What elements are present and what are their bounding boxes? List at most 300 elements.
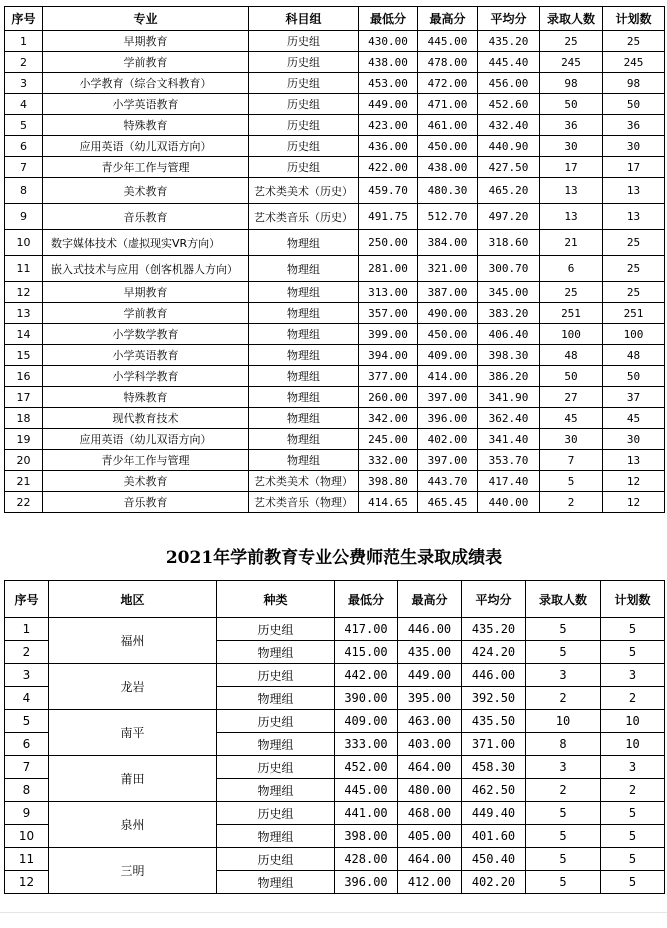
cell-min-score: 332.00 [359,450,418,471]
cell-plan: 30 [603,429,665,450]
cell-plan: 25 [603,31,665,52]
header-category: 种类 [217,581,335,618]
cell-major: 嵌入式技术与应用（创客机器人方向） [43,256,249,282]
cell-min-score: 399.00 [359,324,418,345]
cell-region: 泉州 [49,802,217,848]
header-admitted: 录取人数 [526,581,601,618]
cell-plan: 25 [603,256,665,282]
cell-admitted: 5 [540,471,603,492]
cell-max-score: 384.00 [418,230,478,256]
cell-admitted: 45 [540,408,603,429]
cell-index: 7 [5,756,49,779]
cell-index: 3 [5,73,43,94]
cell-index: 1 [5,31,43,52]
cell-min-score: 281.00 [359,256,418,282]
cell-avg-score: 450.40 [462,848,526,871]
cell-admitted: 5 [526,825,601,848]
cell-subject-group: 物理组 [249,345,359,366]
cell-plan: 5 [601,802,665,825]
cell-major: 音乐教育 [43,492,249,513]
cell-avg-score: 341.40 [478,429,540,450]
table-row [5,73,665,94]
cell-max-score: 464.00 [398,848,462,871]
cell-major: 美术教育 [43,178,249,204]
table-header-row [5,7,665,31]
cell-plan: 25 [603,230,665,256]
cell-subject-group: 艺术类美术（物理） [249,471,359,492]
cell-plan: 13 [603,204,665,230]
cell-category: 物理组 [217,779,335,802]
cell-plan: 50 [603,366,665,387]
cell-admitted: 2 [526,687,601,710]
cell-min-score: 422.00 [359,157,418,178]
cell-plan: 48 [603,345,665,366]
cell-subject-group: 历史组 [249,73,359,94]
header-max-score: 最高分 [418,7,478,31]
cell-plan: 17 [603,157,665,178]
admission-table-regions [4,580,665,894]
cell-avg-score: 446.00 [462,664,526,687]
cell-max-score: 321.00 [418,256,478,282]
cell-plan: 30 [603,136,665,157]
cell-min-score: 445.00 [335,779,398,802]
cell-avg-score: 353.70 [478,450,540,471]
cell-subject-group: 历史组 [249,52,359,73]
table-row [5,115,665,136]
cell-max-score: 445.00 [418,31,478,52]
cell-category: 历史组 [217,802,335,825]
cell-category: 物理组 [217,733,335,756]
cell-plan: 45 [603,408,665,429]
cell-plan: 12 [603,471,665,492]
cell-avg-score: 383.20 [478,303,540,324]
cell-major: 小学英语教育 [43,94,249,115]
cell-max-score: 412.00 [398,871,462,894]
cell-plan: 5 [601,848,665,871]
table-row [5,408,665,429]
header-index: 序号 [5,581,49,618]
cell-admitted: 36 [540,115,603,136]
cell-min-score: 398.80 [359,471,418,492]
cell-plan: 36 [603,115,665,136]
table-row [5,136,665,157]
cell-avg-score: 435.20 [462,618,526,641]
cell-avg-score: 452.60 [478,94,540,115]
cell-subject-group: 历史组 [249,136,359,157]
cell-category: 历史组 [217,618,335,641]
cell-max-score: 480.30 [418,178,478,204]
cell-index: 18 [5,408,43,429]
cell-major: 音乐教育 [43,204,249,230]
cell-max-score: 450.00 [418,324,478,345]
cell-region: 三明 [49,848,217,894]
cell-major: 特殊教育 [43,387,249,408]
cell-admitted: 100 [540,324,603,345]
cell-admitted: 5 [526,802,601,825]
cell-admitted: 6 [540,256,603,282]
cell-index: 11 [5,848,49,871]
cell-index: 6 [5,136,43,157]
cell-avg-score: 398.30 [478,345,540,366]
cell-admitted: 5 [526,618,601,641]
table-row [5,52,665,73]
cell-category: 物理组 [217,641,335,664]
table-row [5,450,665,471]
table-row [5,204,665,230]
cell-major: 早期教育 [43,31,249,52]
cell-major: 学前教育 [43,303,249,324]
cell-min-score: 438.00 [359,52,418,73]
cell-index: 22 [5,492,43,513]
table-row [5,303,665,324]
cell-min-score: 390.00 [335,687,398,710]
cell-region: 南平 [49,710,217,756]
cell-plan: 98 [603,73,665,94]
table-row [5,31,665,52]
cell-avg-score: 401.60 [462,825,526,848]
cell-min-score: 250.00 [359,230,418,256]
cell-max-score: 490.00 [418,303,478,324]
cell-avg-score: 392.50 [462,687,526,710]
cell-plan: 5 [601,641,665,664]
cell-max-score: 402.00 [418,429,478,450]
cell-subject-group: 物理组 [249,366,359,387]
cell-index: 3 [5,664,49,687]
cell-major: 早期教育 [43,282,249,303]
cell-index: 4 [5,94,43,115]
cell-avg-score: 318.60 [478,230,540,256]
table-row [5,345,665,366]
cell-avg-score: 440.00 [478,492,540,513]
cell-admitted: 30 [540,136,603,157]
table-row [5,664,665,687]
table-row [5,802,665,825]
cell-major: 学前教育 [43,52,249,73]
cell-major: 青少年工作与管理 [43,157,249,178]
cell-index: 12 [5,871,49,894]
cell-avg-score: 402.20 [462,871,526,894]
cell-admitted: 50 [540,94,603,115]
cell-admitted: 50 [540,366,603,387]
cell-min-score: 245.00 [359,429,418,450]
cell-plan: 5 [601,618,665,641]
cell-max-score: 468.00 [398,802,462,825]
cell-min-score: 442.00 [335,664,398,687]
cell-index: 8 [5,779,49,802]
cell-index: 10 [5,825,49,848]
cell-subject-group: 历史组 [249,115,359,136]
cell-max-score: 449.00 [398,664,462,687]
cell-max-score: 480.00 [398,779,462,802]
cell-avg-score: 462.50 [462,779,526,802]
cell-admitted: 2 [526,779,601,802]
cell-max-score: 461.00 [418,115,478,136]
cell-index: 9 [5,204,43,230]
cell-admitted: 25 [540,31,603,52]
table-row [5,848,665,871]
cell-admitted: 3 [526,756,601,779]
cell-avg-score: 458.30 [462,756,526,779]
table-row [5,429,665,450]
cell-category: 物理组 [217,825,335,848]
cell-avg-score: 345.00 [478,282,540,303]
cell-min-score: 342.00 [359,408,418,429]
cell-avg-score: 386.20 [478,366,540,387]
cell-admitted: 21 [540,230,603,256]
cell-max-score: 463.00 [398,710,462,733]
cell-index: 4 [5,687,49,710]
cell-region: 莆田 [49,756,217,802]
header-min-score: 最低分 [335,581,398,618]
cell-index: 6 [5,733,49,756]
cell-max-score: 387.00 [418,282,478,303]
cell-index: 5 [5,710,49,733]
cell-max-score: 403.00 [398,733,462,756]
cell-avg-score: 371.00 [462,733,526,756]
cell-max-score: 478.00 [418,52,478,73]
cell-major: 青少年工作与管理 [43,450,249,471]
cell-min-score: 396.00 [335,871,398,894]
cell-major: 小学科学教育 [43,366,249,387]
cell-major: 小学英语教育 [43,345,249,366]
cell-category: 历史组 [217,710,335,733]
cell-min-score: 453.00 [359,73,418,94]
cell-min-score: 428.00 [335,848,398,871]
cell-min-score: 459.70 [359,178,418,204]
cell-plan: 13 [603,178,665,204]
cell-index: 12 [5,282,43,303]
cell-subject-group: 艺术类音乐（历史） [249,204,359,230]
header-plan: 计划数 [603,7,665,31]
cell-admitted: 2 [540,492,603,513]
cell-plan: 37 [603,387,665,408]
cell-min-score: 415.00 [335,641,398,664]
cell-avg-score: 362.40 [478,408,540,429]
header-min-score: 最低分 [359,7,418,31]
cell-max-score: 450.00 [418,136,478,157]
cell-subject-group: 物理组 [249,230,359,256]
cell-index: 1 [5,618,49,641]
cell-admitted: 27 [540,387,603,408]
cell-max-score: 396.00 [418,408,478,429]
cell-min-score: 260.00 [359,387,418,408]
cell-major: 小学数学教育 [43,324,249,345]
cell-index: 14 [5,324,43,345]
header-max-score: 最高分 [398,581,462,618]
cell-category: 历史组 [217,848,335,871]
cell-admitted: 7 [540,450,603,471]
cell-subject-group: 物理组 [249,282,359,303]
cell-avg-score: 300.70 [478,256,540,282]
cell-plan: 13 [603,450,665,471]
cell-plan: 12 [603,492,665,513]
cell-min-score: 441.00 [335,802,398,825]
cell-min-score: 436.00 [359,136,418,157]
cell-index: 21 [5,471,43,492]
table-row [5,492,665,513]
header-index: 序号 [5,7,43,31]
cell-major: 小学教育（综合文科教育） [43,73,249,94]
cell-max-score: 405.00 [398,825,462,848]
cell-max-score: 438.00 [418,157,478,178]
cell-index: 2 [5,52,43,73]
cell-admitted: 30 [540,429,603,450]
cell-min-score: 417.00 [335,618,398,641]
table-row [5,710,665,733]
cell-subject-group: 物理组 [249,324,359,345]
cell-max-score: 464.00 [398,756,462,779]
cell-admitted: 13 [540,178,603,204]
cell-admitted: 13 [540,204,603,230]
cell-avg-score: 432.40 [478,115,540,136]
cell-plan: 10 [601,710,665,733]
cell-plan: 25 [603,282,665,303]
cell-index: 15 [5,345,43,366]
cell-min-score: 452.00 [335,756,398,779]
cell-subject-group: 物理组 [249,303,359,324]
cell-min-score: 333.00 [335,733,398,756]
cell-max-score: 443.70 [418,471,478,492]
cell-subject-group: 物理组 [249,429,359,450]
cell-admitted: 8 [526,733,601,756]
cell-avg-score: 456.00 [478,73,540,94]
cell-avg-score: 424.20 [462,641,526,664]
header-region: 地区 [49,581,217,618]
cell-subject-group: 艺术类音乐（物理） [249,492,359,513]
cell-max-score: 395.00 [398,687,462,710]
cell-avg-score: 497.20 [478,204,540,230]
table2-title: 2021年学前教育专业公费师范生录取成绩表 [165,548,503,568]
cell-plan: 251 [603,303,665,324]
cell-index: 7 [5,157,43,178]
cell-index: 13 [5,303,43,324]
cell-max-score: 471.00 [418,94,478,115]
cell-index: 8 [5,178,43,204]
table-row [5,230,665,256]
cell-plan: 245 [603,52,665,73]
cell-major: 特殊教育 [43,115,249,136]
cell-plan: 5 [601,825,665,848]
cell-max-score: 397.00 [418,387,478,408]
cell-index: 5 [5,115,43,136]
cell-plan: 3 [601,756,665,779]
table-row [5,366,665,387]
cell-avg-score: 465.20 [478,178,540,204]
cell-admitted: 98 [540,73,603,94]
cell-min-score: 414.65 [359,492,418,513]
cell-index: 11 [5,256,43,282]
cell-category: 物理组 [217,871,335,894]
cell-index: 2 [5,641,49,664]
admission-table-majors [4,6,665,513]
cell-major: 应用英语（幼儿双语方向） [43,136,249,157]
cell-min-score: 409.00 [335,710,398,733]
cell-min-score: 398.00 [335,825,398,848]
cell-plan: 50 [603,94,665,115]
cell-admitted: 251 [540,303,603,324]
table-row [5,387,665,408]
cell-admitted: 5 [526,848,601,871]
cell-index: 20 [5,450,43,471]
cell-subject-group: 物理组 [249,387,359,408]
cell-admitted: 25 [540,282,603,303]
cell-admitted: 245 [540,52,603,73]
cell-subject-group: 历史组 [249,31,359,52]
cell-category: 物理组 [217,687,335,710]
cell-min-score: 449.00 [359,94,418,115]
cell-min-score: 357.00 [359,303,418,324]
cell-admitted: 3 [526,664,601,687]
table-row [5,471,665,492]
cell-subject-group: 历史组 [249,94,359,115]
page-divider [0,912,667,913]
cell-subject-group: 历史组 [249,157,359,178]
cell-max-score: 409.00 [418,345,478,366]
cell-avg-score: 435.20 [478,31,540,52]
cell-plan: 2 [601,779,665,802]
cell-min-score: 313.00 [359,282,418,303]
cell-index: 19 [5,429,43,450]
cell-admitted: 10 [526,710,601,733]
cell-major: 数字媒体技术（虚拟现实VR方向） [43,230,249,256]
table-row [5,94,665,115]
cell-max-score: 414.00 [418,366,478,387]
cell-avg-score: 435.50 [462,710,526,733]
cell-max-score: 512.70 [418,204,478,230]
cell-admitted: 48 [540,345,603,366]
cell-min-score: 377.00 [359,366,418,387]
cell-avg-score: 445.40 [478,52,540,73]
cell-avg-score: 341.90 [478,387,540,408]
header-avg-score: 平均分 [462,581,526,618]
cell-plan: 5 [601,871,665,894]
cell-plan: 100 [603,324,665,345]
cell-admitted: 5 [526,871,601,894]
cell-avg-score: 417.40 [478,471,540,492]
cell-subject-group: 物理组 [249,408,359,429]
cell-max-score: 397.00 [418,450,478,471]
cell-min-score: 430.00 [359,31,418,52]
cell-major: 美术教育 [43,471,249,492]
header-avg-score: 平均分 [478,7,540,31]
table-row [5,178,665,204]
cell-admitted: 5 [526,641,601,664]
cell-region: 福州 [49,618,217,664]
cell-major: 应用英语（幼儿双语方向） [43,429,249,450]
cell-admitted: 17 [540,157,603,178]
cell-category: 历史组 [217,756,335,779]
cell-max-score: 446.00 [398,618,462,641]
cell-subject-group: 艺术类美术（历史） [249,178,359,204]
header-plan: 计划数 [601,581,665,618]
cell-index: 10 [5,230,43,256]
cell-max-score: 472.00 [418,73,478,94]
cell-min-score: 394.00 [359,345,418,366]
cell-index: 9 [5,802,49,825]
cell-index: 17 [5,387,43,408]
cell-min-score: 491.75 [359,204,418,230]
cell-plan: 2 [601,687,665,710]
table-row [5,324,665,345]
cell-subject-group: 物理组 [249,256,359,282]
table-row [5,756,665,779]
header-subject-group: 科目组 [249,7,359,31]
cell-plan: 10 [601,733,665,756]
cell-max-score: 465.45 [418,492,478,513]
cell-index: 16 [5,366,43,387]
cell-avg-score: 440.90 [478,136,540,157]
cell-max-score: 435.00 [398,641,462,664]
